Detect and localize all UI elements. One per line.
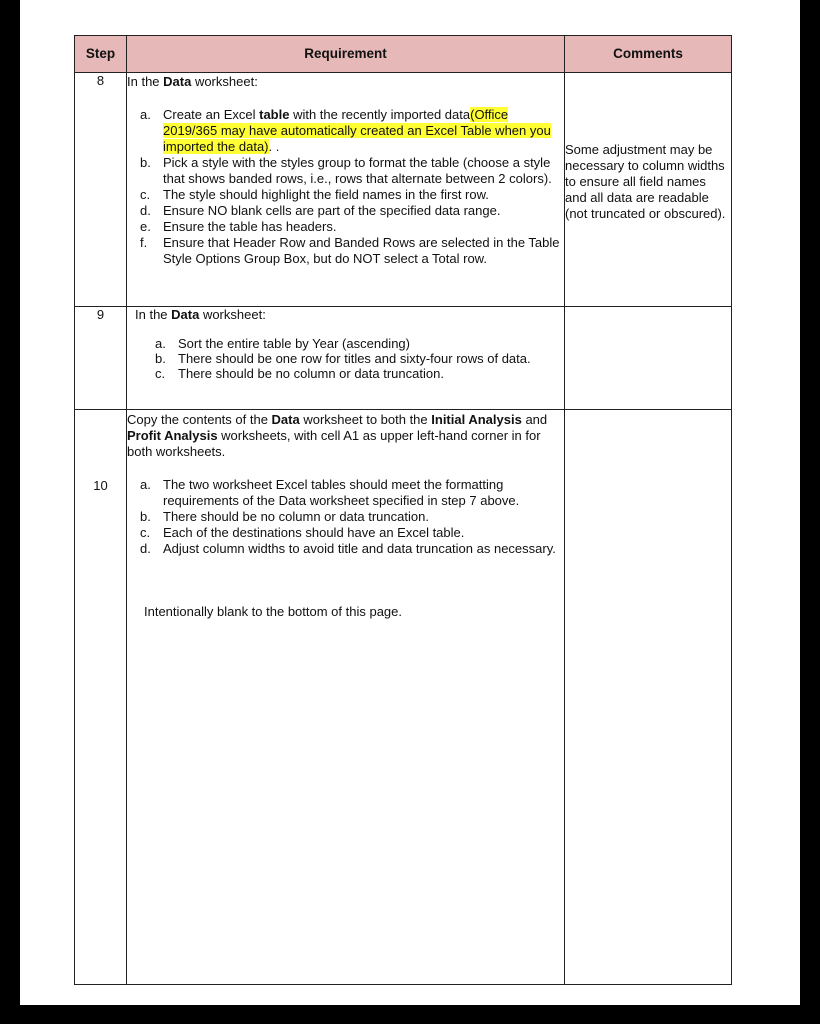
list-item: b. There should be one row for titles and sixty-four rows of data.	[155, 351, 531, 366]
requirement-cell	[127, 73, 565, 307]
requirement-list	[135, 336, 564, 381]
table-row	[75, 73, 732, 307]
list-item: d. Adjust column widths to avoid title and data truncation as necessary.	[140, 541, 556, 556]
comment-cell	[565, 307, 732, 410]
list-item: f. Ensure that Header Row and Banded Rows are selected in the Table Style Options Group Box, but do NOT select a Total row.	[140, 235, 560, 266]
step-number: 10	[75, 410, 127, 985]
list-item: d. Ensure NO blank cells are part of the specified data range.	[140, 203, 501, 218]
comment-cell	[565, 410, 732, 985]
highlighted-note: (Office 2019/365 may have automatically created an Excel Table when you imported the data)	[163, 107, 551, 154]
requirement-intro: Copy the contents of the Data worksheet to both the Initial Analysis and Profit Analysis worksheets, with cell A1 as upper left-hand corner in for both worksheets.	[127, 412, 548, 459]
requirements-table	[74, 35, 732, 985]
list-item: b. Pick a style with the styles group to format the table (choose a style that shows banded rows, i.e., rows that alternate between 2 colors).	[140, 155, 552, 186]
header-comments: Comments	[565, 36, 732, 73]
blank-page-note: Intentionally blank to the bottom of this page.	[144, 604, 403, 619]
list-item: c. The style should highlight the field names in the first row.	[140, 187, 489, 202]
list-item: a. The two worksheet Excel tables should meet the formatting requirements of the Data worksheet specified in step 7 above.	[140, 477, 520, 508]
list-item: a. Create an Excel table with the recently imported data(Office 2019/365 may have automatically created an Excel Table when you imported the data). .	[140, 107, 551, 154]
requirement-list	[127, 477, 564, 557]
list-item: b. There should be no column or data truncation.	[140, 509, 429, 524]
list-item: c. Each of the destinations should have an Excel table.	[140, 525, 465, 540]
table-row	[75, 410, 732, 985]
comment-cell	[565, 73, 732, 307]
header-requirement: Requirement	[127, 36, 565, 73]
list-item: a. Sort the entire table by Year (ascending)	[155, 336, 410, 351]
list-item: e. Ensure the table has headers.	[140, 219, 337, 234]
table-row	[75, 307, 732, 410]
comment-text: Some adjustment may be necessary to column widths to ensure all field names and all data are readable (not truncated or obscured).	[565, 142, 726, 221]
table-header-row	[75, 36, 732, 73]
requirement-cell	[127, 307, 565, 410]
step-number: 9	[75, 307, 127, 410]
requirement-cell	[127, 410, 565, 985]
step-number: 8	[75, 73, 127, 307]
header-step: Step	[75, 36, 127, 73]
requirement-list	[127, 107, 564, 267]
list-item: c. There should be no column or data truncation.	[155, 366, 444, 381]
requirement-intro: In the Data worksheet:	[135, 307, 266, 322]
requirement-intro: In the Data worksheet:	[127, 74, 258, 89]
document-page	[20, 0, 800, 1005]
